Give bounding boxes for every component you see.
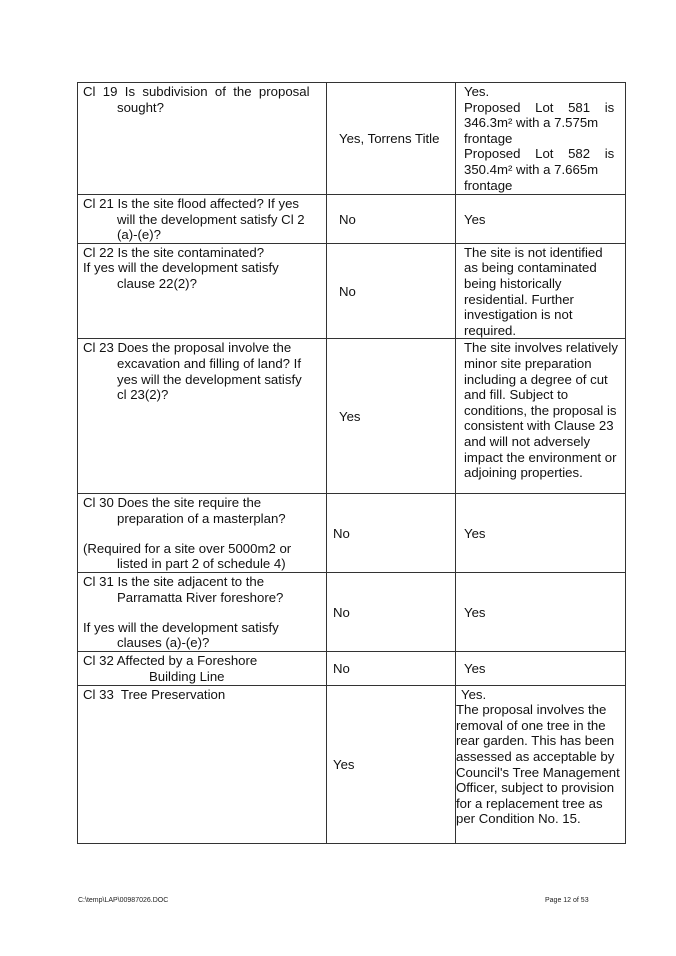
answer-cell: Yes, Torrens Title bbox=[327, 83, 456, 195]
table-row bbox=[78, 243, 626, 339]
comment-cell: Yes bbox=[456, 195, 626, 244]
assessment-table bbox=[77, 82, 626, 844]
question-cell: Cl 33 Tree Preservation bbox=[78, 685, 327, 843]
comment-cell: Yes bbox=[456, 494, 626, 573]
comment-cell: Yes bbox=[456, 573, 626, 652]
footer-page-number: Page 12 of 53 bbox=[545, 897, 589, 904]
table-row bbox=[78, 573, 626, 652]
answer-cell: No bbox=[327, 195, 456, 244]
answer-cell: Yes bbox=[327, 685, 456, 843]
answer-cell: No bbox=[327, 494, 456, 573]
comment-cell: Yes bbox=[456, 652, 626, 685]
question-cell: Cl 32 Affected by a Foreshore Building Line bbox=[78, 652, 327, 685]
question-cell: Cl 23 Does the proposal involve the excavation and filling of land? If yes will the development satisfy cl 23(2)? bbox=[78, 339, 327, 494]
question-cell: Cl 19 Is subdivision of the proposal sought? bbox=[78, 83, 327, 195]
table-row bbox=[78, 494, 626, 573]
question-cell: Cl 30 Does the site require the preparation of a masterplan? (Required for a site over 5000m2 or listed in part 2 of schedule 4) bbox=[78, 494, 327, 573]
answer-cell: No bbox=[327, 243, 456, 339]
answer-cell: No bbox=[327, 573, 456, 652]
comment-cell: The site involves relatively minor site preparation including a degree of cut and fill. Subject to conditions, the proposal is consistent with Clause 23 and will not adversely impact the environment or adjoining properties. bbox=[456, 339, 626, 494]
table-row bbox=[78, 83, 626, 195]
question-cell: Cl 22 Is the site contaminated? If yes will the development satisfy clause 22(2)? bbox=[78, 243, 327, 339]
table-row bbox=[78, 685, 626, 843]
question-cell: Cl 21 Is the site flood affected? If yes will the development satisfy Cl 2 (a)-(e)? bbox=[78, 195, 327, 244]
comment-cell: The site is not identified as being contaminated being historically residential. Further investigation is not required. bbox=[456, 243, 626, 339]
footer-file-path: C:\temp\LAP\00987026.DOC bbox=[78, 897, 169, 904]
comment-cell: Yes. The proposal involves the removal of one tree in the rear garden. This has been assessed as acceptable by Council's Tree Management Officer, subject to provision for a replacement tree as per Condition No. 15. bbox=[456, 685, 626, 843]
table-row bbox=[78, 339, 626, 494]
table-row bbox=[78, 652, 626, 685]
question-cell: Cl 31 Is the site adjacent to the Parramatta River foreshore? If yes will the development satisfy clauses (a)-(e)? bbox=[78, 573, 327, 652]
answer-cell: Yes bbox=[327, 339, 456, 494]
comment-cell: Yes. Proposed Lot 581 is 346.3m² with a 7.575m frontage Proposed Lot 582 is 350.4m² with a 7.665m frontage bbox=[456, 83, 626, 195]
answer-cell: No bbox=[327, 652, 456, 685]
table-row bbox=[78, 195, 626, 244]
